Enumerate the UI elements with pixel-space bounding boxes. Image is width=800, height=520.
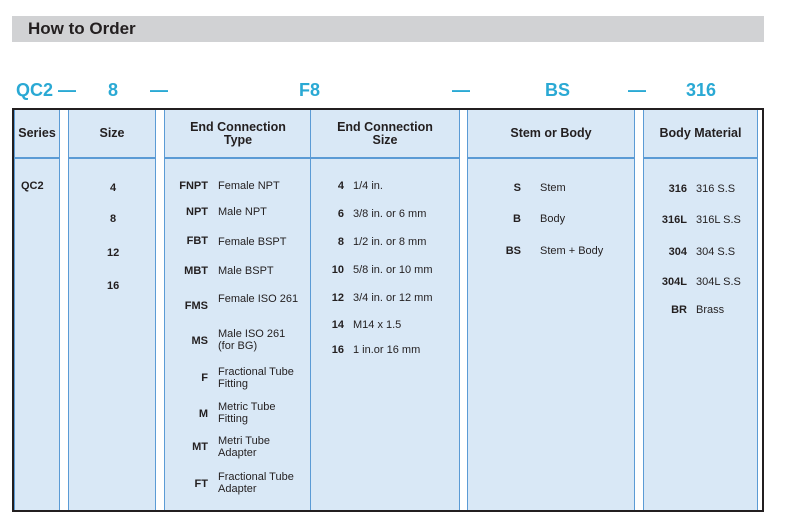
- end-size-desc: 3/4 in. or 12 mm: [353, 292, 433, 304]
- series-column: [14, 110, 60, 510]
- material-code: BR: [671, 304, 687, 316]
- end-size-header: End Connection Size: [311, 110, 459, 159]
- end-type-header: End Connection Type: [165, 110, 311, 159]
- size-value: 12: [107, 247, 120, 259]
- code-stem: BS: [545, 80, 571, 100]
- code-end: F8: [299, 80, 321, 100]
- end-size-code: 14: [331, 319, 344, 331]
- end-type-code: MS: [191, 335, 208, 347]
- end-type-code: MBT: [184, 265, 208, 277]
- code-size: 8: [108, 80, 119, 100]
- end-type-desc: Metric Tube Fitting: [218, 401, 276, 425]
- end-size-desc: 3/8 in. or 6 mm: [353, 208, 427, 220]
- material-desc: 304 S.S: [696, 246, 736, 258]
- end-size-code: 8: [337, 236, 344, 248]
- size-value: 8: [110, 213, 117, 225]
- end-type-desc: Female BSPT: [218, 236, 287, 248]
- end-type-code: F: [201, 372, 208, 384]
- stem-code: BS: [505, 245, 521, 257]
- size-value: 4: [110, 182, 117, 194]
- end-type-desc: Male ISO 261 (for BG): [218, 328, 286, 352]
- end-type-desc: Male BSPT: [218, 265, 274, 277]
- end-size-desc: 1/2 in. or 8 mm: [353, 236, 427, 248]
- series-header: Series: [15, 110, 59, 159]
- end-size-desc: 1 in.or 16 mm: [353, 344, 421, 356]
- end-size-code: 16: [331, 344, 344, 356]
- end-type-code: FT: [194, 478, 208, 490]
- end-type-code: FNPT: [179, 180, 208, 192]
- code-dash: —: [628, 80, 646, 100]
- end-type-code: FBT: [186, 235, 208, 247]
- section-title: How to Order: [28, 19, 136, 38]
- end-size-desc: M14 x 1.5: [353, 319, 402, 331]
- material-desc: Brass: [696, 304, 725, 316]
- code-dash: —: [452, 80, 470, 100]
- material-desc: 316 S.S: [696, 183, 736, 195]
- material-header: Body Material: [644, 110, 757, 159]
- stem-column: [467, 110, 635, 510]
- end-type-desc: Female ISO 261: [218, 293, 299, 305]
- end-size-desc: 1/4 in.: [353, 180, 383, 192]
- end-size-column: [310, 110, 460, 510]
- series-value: QC2: [21, 180, 44, 192]
- end-size-code: 4: [337, 180, 344, 192]
- code-material: 316: [686, 80, 717, 100]
- end-size-code: 6: [337, 208, 344, 220]
- size-value: 16: [107, 280, 120, 292]
- end-type-desc: Female NPT: [218, 180, 280, 192]
- section-title-bar: [12, 16, 764, 42]
- code-dash: —: [150, 80, 168, 100]
- end-type-code: M: [198, 408, 208, 420]
- end-type-column: [164, 110, 312, 510]
- code-series: QC2: [16, 80, 54, 100]
- material-code: 316L: [661, 214, 687, 226]
- stem-desc: Body: [540, 213, 566, 225]
- stem-desc: Stem: [540, 182, 566, 194]
- material-desc: 316L S.S: [696, 214, 741, 226]
- material-desc: 304L S.S: [696, 276, 741, 288]
- size-header: Size: [69, 110, 155, 159]
- stem-desc: Stem + Body: [540, 245, 604, 257]
- end-size-code: 10: [331, 264, 344, 276]
- end-size-desc: 5/8 in. or 10 mm: [353, 264, 433, 276]
- material-code: 304: [668, 246, 687, 258]
- code-dash: —: [58, 80, 76, 100]
- end-type-code: NPT: [186, 206, 208, 218]
- end-type-code: MT: [192, 441, 208, 453]
- end-type-code: FMS: [184, 300, 208, 312]
- end-type-desc: Fractional Tube Adapter: [218, 471, 294, 495]
- end-type-desc: Fractional Tube Fitting: [218, 366, 294, 390]
- material-column: [643, 110, 758, 510]
- end-type-desc: Male NPT: [218, 206, 267, 218]
- material-code: 316: [668, 183, 687, 195]
- size-column: [68, 110, 156, 510]
- end-type-desc: Metri Tube Adapter: [218, 435, 270, 459]
- stem-code: B: [513, 213, 521, 225]
- stem-header: Stem or Body: [468, 110, 634, 159]
- material-code: 304L: [661, 276, 687, 288]
- end-size-code: 12: [331, 292, 344, 304]
- stem-code: S: [513, 182, 521, 194]
